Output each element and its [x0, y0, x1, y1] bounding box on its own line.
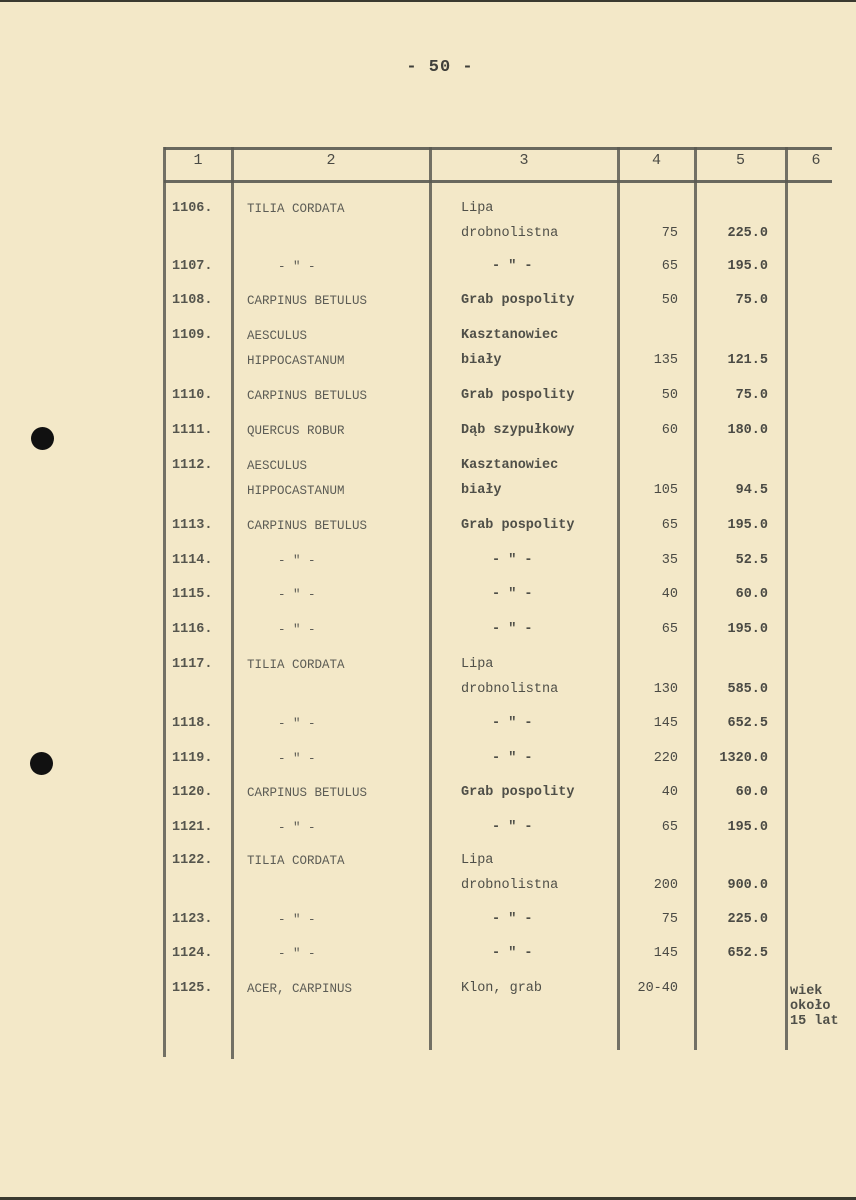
- column-4-value: 130: [653, 682, 678, 697]
- latin-name: HIPPOCASTANUM: [247, 484, 345, 498]
- polish-name: Grab pospolity: [461, 785, 575, 800]
- row-number: 1122.: [172, 853, 213, 868]
- polish-name: Grab pospolity: [461, 388, 575, 403]
- row-number: 1113.: [172, 518, 213, 533]
- column-5-value: 652.5: [727, 946, 768, 961]
- latin-name: CARPINUS BETULUS: [247, 786, 368, 800]
- latin-name: - " -: [278, 717, 316, 731]
- polish-name: Klon, grab: [461, 981, 543, 996]
- column-5-value: 195.0: [727, 518, 768, 533]
- column-4-value: 145: [653, 946, 678, 961]
- latin-name: TILIA CORDATA: [247, 202, 345, 216]
- polish-name: - " -: [492, 912, 533, 927]
- row-number: 1112.: [172, 458, 213, 473]
- polish-name: Lipa: [461, 853, 494, 868]
- column-5-value: 121.5: [727, 353, 768, 368]
- row-number: 1125.: [172, 981, 213, 996]
- column-5-value: 60.0: [735, 785, 768, 800]
- column-header-1: 1: [193, 152, 203, 169]
- header-bottom-border: [164, 180, 832, 183]
- polish-name: - " -: [492, 259, 533, 274]
- column-divider: [163, 147, 166, 1057]
- polish-name: - " -: [492, 946, 533, 961]
- polish-name: - " -: [492, 622, 533, 637]
- polish-name: Lipa: [461, 201, 494, 216]
- row-number: 1107.: [172, 259, 213, 274]
- page-number: - 50 -: [406, 58, 474, 77]
- column-4-value: 75: [661, 912, 678, 927]
- column-4-value: 65: [661, 518, 678, 533]
- row-number: 1118.: [172, 716, 213, 731]
- table-top-border: [164, 147, 832, 150]
- latin-name: AESCULUS: [247, 459, 308, 473]
- latin-name: - " -: [278, 623, 316, 637]
- column-5-value: 1320.0: [719, 751, 768, 766]
- column-4-value: 135: [653, 353, 678, 368]
- column-5-value: 180.0: [727, 423, 768, 438]
- column-5-value: 652.5: [727, 716, 768, 731]
- latin-name: HIPPOCASTANUM: [247, 354, 345, 368]
- polish-name: drobnolistna: [461, 682, 559, 697]
- column-header-6: 6: [811, 152, 821, 169]
- polish-name: Kasztanowiec: [461, 328, 559, 343]
- remark-note: wiek: [790, 984, 823, 999]
- latin-name: CARPINUS BETULUS: [247, 519, 368, 533]
- column-4-value: 200: [653, 878, 678, 893]
- column-header-3: 3: [519, 152, 529, 169]
- polish-name: drobnolistna: [461, 226, 559, 241]
- polish-name: biały: [461, 353, 502, 368]
- column-4-value: 65: [661, 622, 678, 637]
- column-5-value: 225.0: [727, 226, 768, 241]
- row-number: 1121.: [172, 820, 213, 835]
- column-4-value: 35: [661, 553, 678, 568]
- column-divider: [231, 147, 234, 1059]
- remark-note: około: [790, 999, 831, 1014]
- latin-name: - " -: [278, 821, 316, 835]
- latin-name: ACER, CARPINUS: [247, 982, 353, 996]
- row-number: 1120.: [172, 785, 213, 800]
- latin-name: QUERCUS ROBUR: [247, 424, 345, 438]
- polish-name: - " -: [492, 820, 533, 835]
- column-4-value: 105: [653, 483, 678, 498]
- column-header-2: 2: [326, 152, 336, 169]
- column-5-value: 585.0: [727, 682, 768, 697]
- row-number: 1110.: [172, 388, 213, 403]
- column-4-value: 50: [661, 388, 678, 403]
- polish-name: Grab pospolity: [461, 293, 575, 308]
- latin-name: TILIA CORDATA: [247, 854, 345, 868]
- column-4-value: 50: [661, 293, 678, 308]
- remark-note: 15 lat: [790, 1014, 839, 1029]
- column-5-value: 195.0: [727, 820, 768, 835]
- column-5-value: 195.0: [727, 259, 768, 274]
- latin-name: CARPINUS BETULUS: [247, 389, 368, 403]
- column-divider: [785, 147, 788, 1050]
- column-4-value: 20-40: [637, 981, 678, 996]
- column-4-value: 40: [661, 785, 678, 800]
- column-5-value: 94.5: [735, 483, 768, 498]
- polish-name: drobnolistna: [461, 878, 559, 893]
- column-4-value: 220: [653, 751, 678, 766]
- punch-hole: [30, 752, 53, 775]
- polish-name: Lipa: [461, 657, 494, 672]
- column-5-value: 52.5: [735, 553, 768, 568]
- column-5-value: 75.0: [735, 293, 768, 308]
- row-number: 1106.: [172, 201, 213, 216]
- polish-name: Grab pospolity: [461, 518, 575, 533]
- polish-name: biały: [461, 483, 502, 498]
- latin-name: - " -: [278, 947, 316, 961]
- column-5-value: 195.0: [727, 622, 768, 637]
- punch-hole: [31, 427, 54, 450]
- column-4-value: 40: [661, 587, 678, 602]
- latin-name: TILIA CORDATA: [247, 658, 345, 672]
- polish-name: - " -: [492, 587, 533, 602]
- latin-name: - " -: [278, 588, 316, 602]
- column-header-4: 4: [651, 152, 661, 169]
- column-5-value: 75.0: [735, 388, 768, 403]
- latin-name: - " -: [278, 913, 316, 927]
- polish-name: - " -: [492, 751, 533, 766]
- row-number: 1123.: [172, 912, 213, 927]
- polish-name: - " -: [492, 716, 533, 731]
- row-number: 1119.: [172, 751, 213, 766]
- column-divider: [429, 147, 432, 1050]
- column-5-value: 225.0: [727, 912, 768, 927]
- column-4-value: 65: [661, 259, 678, 274]
- row-number: 1108.: [172, 293, 213, 308]
- polish-name: Kasztanowiec: [461, 458, 559, 473]
- row-number: 1114.: [172, 553, 213, 568]
- column-header-5: 5: [735, 152, 745, 169]
- column-4-value: 65: [661, 820, 678, 835]
- latin-name: AESCULUS: [247, 329, 308, 343]
- polish-name: Dąb szypułkowy: [461, 423, 575, 438]
- column-5-value: 60.0: [735, 587, 768, 602]
- latin-name: - " -: [278, 554, 316, 568]
- column-4-value: 75: [661, 226, 678, 241]
- row-number: 1111.: [172, 423, 213, 438]
- row-number: 1117.: [172, 657, 213, 672]
- row-number: 1109.: [172, 328, 213, 343]
- polish-name: - " -: [492, 553, 533, 568]
- column-5-value: 900.0: [727, 878, 768, 893]
- row-number: 1115.: [172, 587, 213, 602]
- latin-name: - " -: [278, 260, 316, 274]
- column-4-value: 145: [653, 716, 678, 731]
- column-4-value: 60: [661, 423, 678, 438]
- page-top-edge: [0, 0, 856, 2]
- latin-name: - " -: [278, 752, 316, 766]
- row-number: 1116.: [172, 622, 213, 637]
- row-number: 1124.: [172, 946, 213, 961]
- latin-name: CARPINUS BETULUS: [247, 294, 368, 308]
